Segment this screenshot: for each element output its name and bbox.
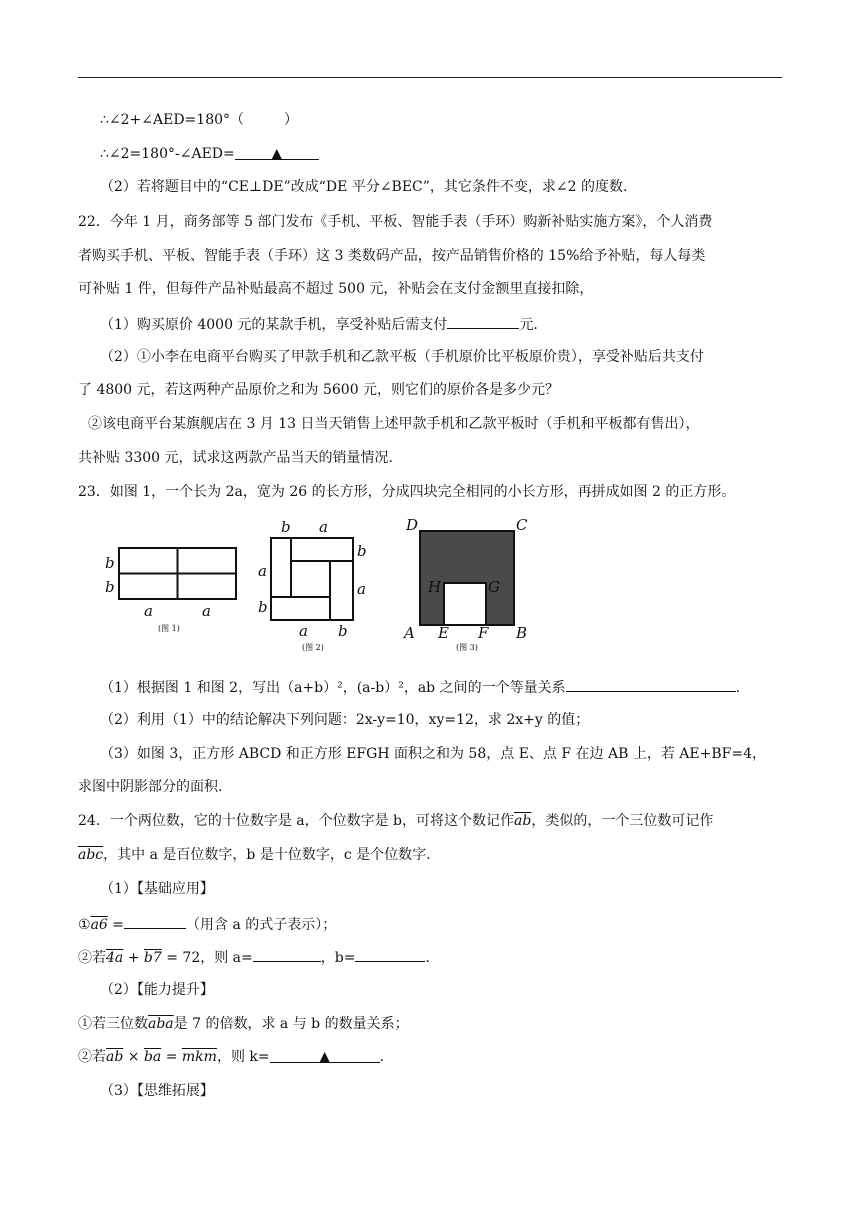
q22-sub2-d: 共补贴 3300 元，试求这两款产品当天的销量情况. [78,450,393,466]
text: = [161,1049,182,1065]
svg-text:a: a [319,518,328,536]
q24-text-2 [78,845,788,865]
q22-sub2-c: ②该电商平台某旗舰店在 3 月 13 日当天销售上述甲款手机和乙款平板时（手机和平板都有售出）， [88,416,700,432]
q23-sub2: （2）利用（1）中的结论解决下列问题：2x-y=10，xy=12，求 2x+y 的值； [100,712,590,728]
text: （1）购买原价 4000 元的某款手机，享受补贴后需支付 [100,317,448,333]
text: （1）根据图 1 和图 2，写出（a+b）²，(a-b）²，ab 之间的一个等量关系 [100,680,566,696]
q24-heading-3: （3）【思维拓展】 [100,1083,214,1099]
text: = 72，则 a= [161,950,253,966]
svg-text:a: a [357,580,366,598]
q22-text-3: 可补贴 1 件，但每件产品补贴最高不超过 500 元，补贴会在支付金额里直接扣除， [78,281,594,297]
proof-line-1 [100,110,810,130]
text: ②若 [78,1049,106,1065]
text: . [735,680,741,696]
text: ，b= [320,950,356,966]
text: = [107,917,125,933]
q22-sub1 [100,313,810,335]
svg-text:D: D [406,516,419,534]
text: ，则 k= [216,1049,270,1065]
q24-heading-2: （2）【能力提升】 [100,982,214,998]
answer-blank[interactable] [447,313,519,329]
overline-number: $\overline{ba}$ [143,1049,162,1065]
svg-text:a: a [258,562,267,580]
text: ，其中 a 是百位数字，b 是十位数字，c 是个位数字. [103,847,431,863]
text: 元. [519,317,538,333]
svg-text:a: a [202,602,211,620]
q22-sub2-a: （2）①小李在电商平台购买了甲款手机和乙款平板（手机原价比平板原价贵），享受补贴后共支付 [100,349,704,365]
answer-blank[interactable] [566,676,736,692]
q23-sub3-b: 求图中阴影部分的面积. [78,779,223,795]
svg-text:E: E [438,624,449,642]
answer-blank[interactable] [235,144,319,160]
answer-blank[interactable] [253,946,321,962]
text: ①若三位数 [78,1016,148,1032]
answer-blank[interactable] [124,913,186,929]
svg-text:b: b [105,554,115,572]
q22-sub2-b: 了 4800 元，若这两种产品原价之和为 5600 元，则它们的原价各是多少元？ [78,382,560,398]
text: × [123,1049,144,1065]
svg-text:H: H [428,578,442,596]
overline-number: $\overline{aba}$ [148,1016,174,1032]
overline-number: $\overline{ab}$ [514,813,532,829]
q23-sub3-a: （3）如图 3，正方形 ABCD 和正方形 EFGH 面积之和为 58，点 E、点 F 在边 AB 上，若 AE+BF=4， [100,746,766,762]
svg-text:G: G [488,578,500,596]
answer-blank[interactable] [270,1047,380,1063]
blank-marker: ▲ [319,1049,331,1065]
svg-text:A: A [404,624,415,642]
svg-text:B: B [516,624,528,642]
svg-text:C: C [516,516,528,534]
overline-number: a6 [90,917,108,933]
figure-2-caption: (图 2) [302,643,324,652]
svg-text:a: a [144,602,153,620]
text: ②若 [78,950,106,966]
text: ∴∠2+∠AED=180°（ [100,112,245,128]
blank-marker: ▲ [271,146,283,162]
figure-3-caption: (图 3) [456,643,478,652]
text: . [425,950,430,966]
figure-3 [398,514,538,658]
q24-text-1 [78,811,788,831]
svg-text:b: b [338,622,348,640]
q23-sub1 [100,676,810,698]
overline-number: $\overline{mkm}$ [181,1049,217,1065]
q24-basic-2 [78,946,788,968]
q24-heading-1: （1）【基础应用】 [100,881,214,897]
q24-advanced-1 [78,1014,788,1034]
text: 是 7 的倍数，求 a 与 b 的数量关系； [173,1016,409,1032]
q22-text-1: 22．今年 1 月，商务部等 5 部门发布《手机、平板、智能手表（手环）购新补贴实施方案》，个人消费 [78,214,713,230]
sub-question-2: （2）若将题目中的“CE⊥DE”改成“DE 平分∠BEC”，其它条件不变，求∠2 的度数. [100,179,628,195]
svg-text:b: b [105,578,115,596]
q24-basic-1 [78,913,788,935]
q24-advanced-2 [78,1047,788,1067]
figure-1 [98,518,248,642]
figure-2 [250,514,380,658]
svg-text:a: a [299,622,308,640]
overline-number: b7 [143,950,162,966]
svg-text:b: b [281,518,291,536]
text: 24．一个两位数，它的十位数字是 a，个位数字是 b，可将这个数记作 [78,813,515,829]
overline-number: 4a [106,950,124,966]
svg-text:F: F [478,624,489,642]
answer-blank[interactable] [355,946,425,962]
proof-line-2 [100,144,810,164]
q22-text-2: 者购买手机、平板、智能手表（手环）这 3 类数码产品，按产品销售价格的 15%给予补贴，每人每类 [78,248,706,264]
overline-number: $\overline{abc}$ [78,847,104,863]
overline-number: $\overline{ab}$ [106,1049,124,1065]
q23-text: 23．如图 1，一个长为 2a，宽为 26 的长方形，分成四块完全相同的小长方形，再拼成如图 2 的正方形。 [78,484,736,500]
svg-text:b: b [258,598,268,616]
figure-1-caption: (图 1) [158,624,180,633]
text: ∴∠2=180°-∠AED= [100,146,235,162]
text: . [379,1049,385,1065]
svg-text:b: b [357,542,367,560]
text: + [123,950,144,966]
text: ） [284,112,299,128]
header-rule [78,77,782,78]
text: ，类似的，一个三位数可记作 [531,813,714,829]
text: （用含 a 的式子表示）； [186,917,337,933]
text: ① [78,917,91,933]
